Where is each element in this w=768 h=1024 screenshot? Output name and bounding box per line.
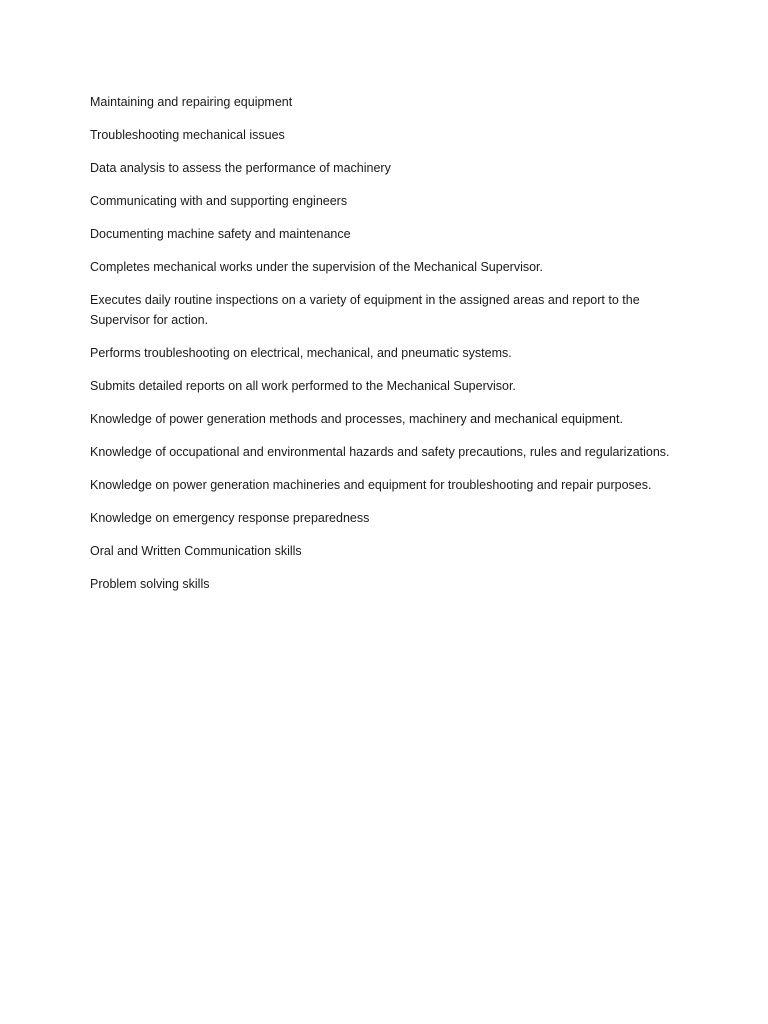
paragraph: Knowledge of occupational and environmental hazards and safety precautions, rules and regularizations. [90, 445, 670, 459]
paragraph: Executes daily routine inspections on a variety of equipment in the assigned areas and report to the Supervisor for action. [90, 293, 640, 327]
paragraph: Performs troubleshooting on electrical, mechanical, and pneumatic systems. [90, 346, 512, 360]
document-body [90, 92, 690, 607]
paragraph: Completes mechanical works under the supervision of the Mechanical Supervisor. [90, 260, 544, 274]
paragraph: Submits detailed reports on all work performed to the Mechanical Supervisor. [90, 379, 516, 393]
paragraph: Data analysis to assess the performance of machinery [90, 161, 391, 175]
paragraph: Knowledge on emergency response preparedness [90, 511, 370, 525]
paragraph: Communicating with and supporting engineers [90, 194, 348, 208]
paragraph: Knowledge of power generation methods and processes, machinery and mechanical equipment. [90, 412, 623, 426]
paragraph: Problem solving skills [90, 577, 210, 591]
paragraph: Oral and Written Communication skills [90, 544, 302, 558]
paragraph: Documenting machine safety and maintenance [90, 227, 351, 241]
paragraph: Troubleshooting mechanical issues [90, 128, 285, 142]
paragraph: Knowledge on power generation machineries and equipment for troubleshooting and repair purposes. [90, 478, 652, 492]
paragraph: Maintaining and repairing equipment [90, 95, 293, 109]
